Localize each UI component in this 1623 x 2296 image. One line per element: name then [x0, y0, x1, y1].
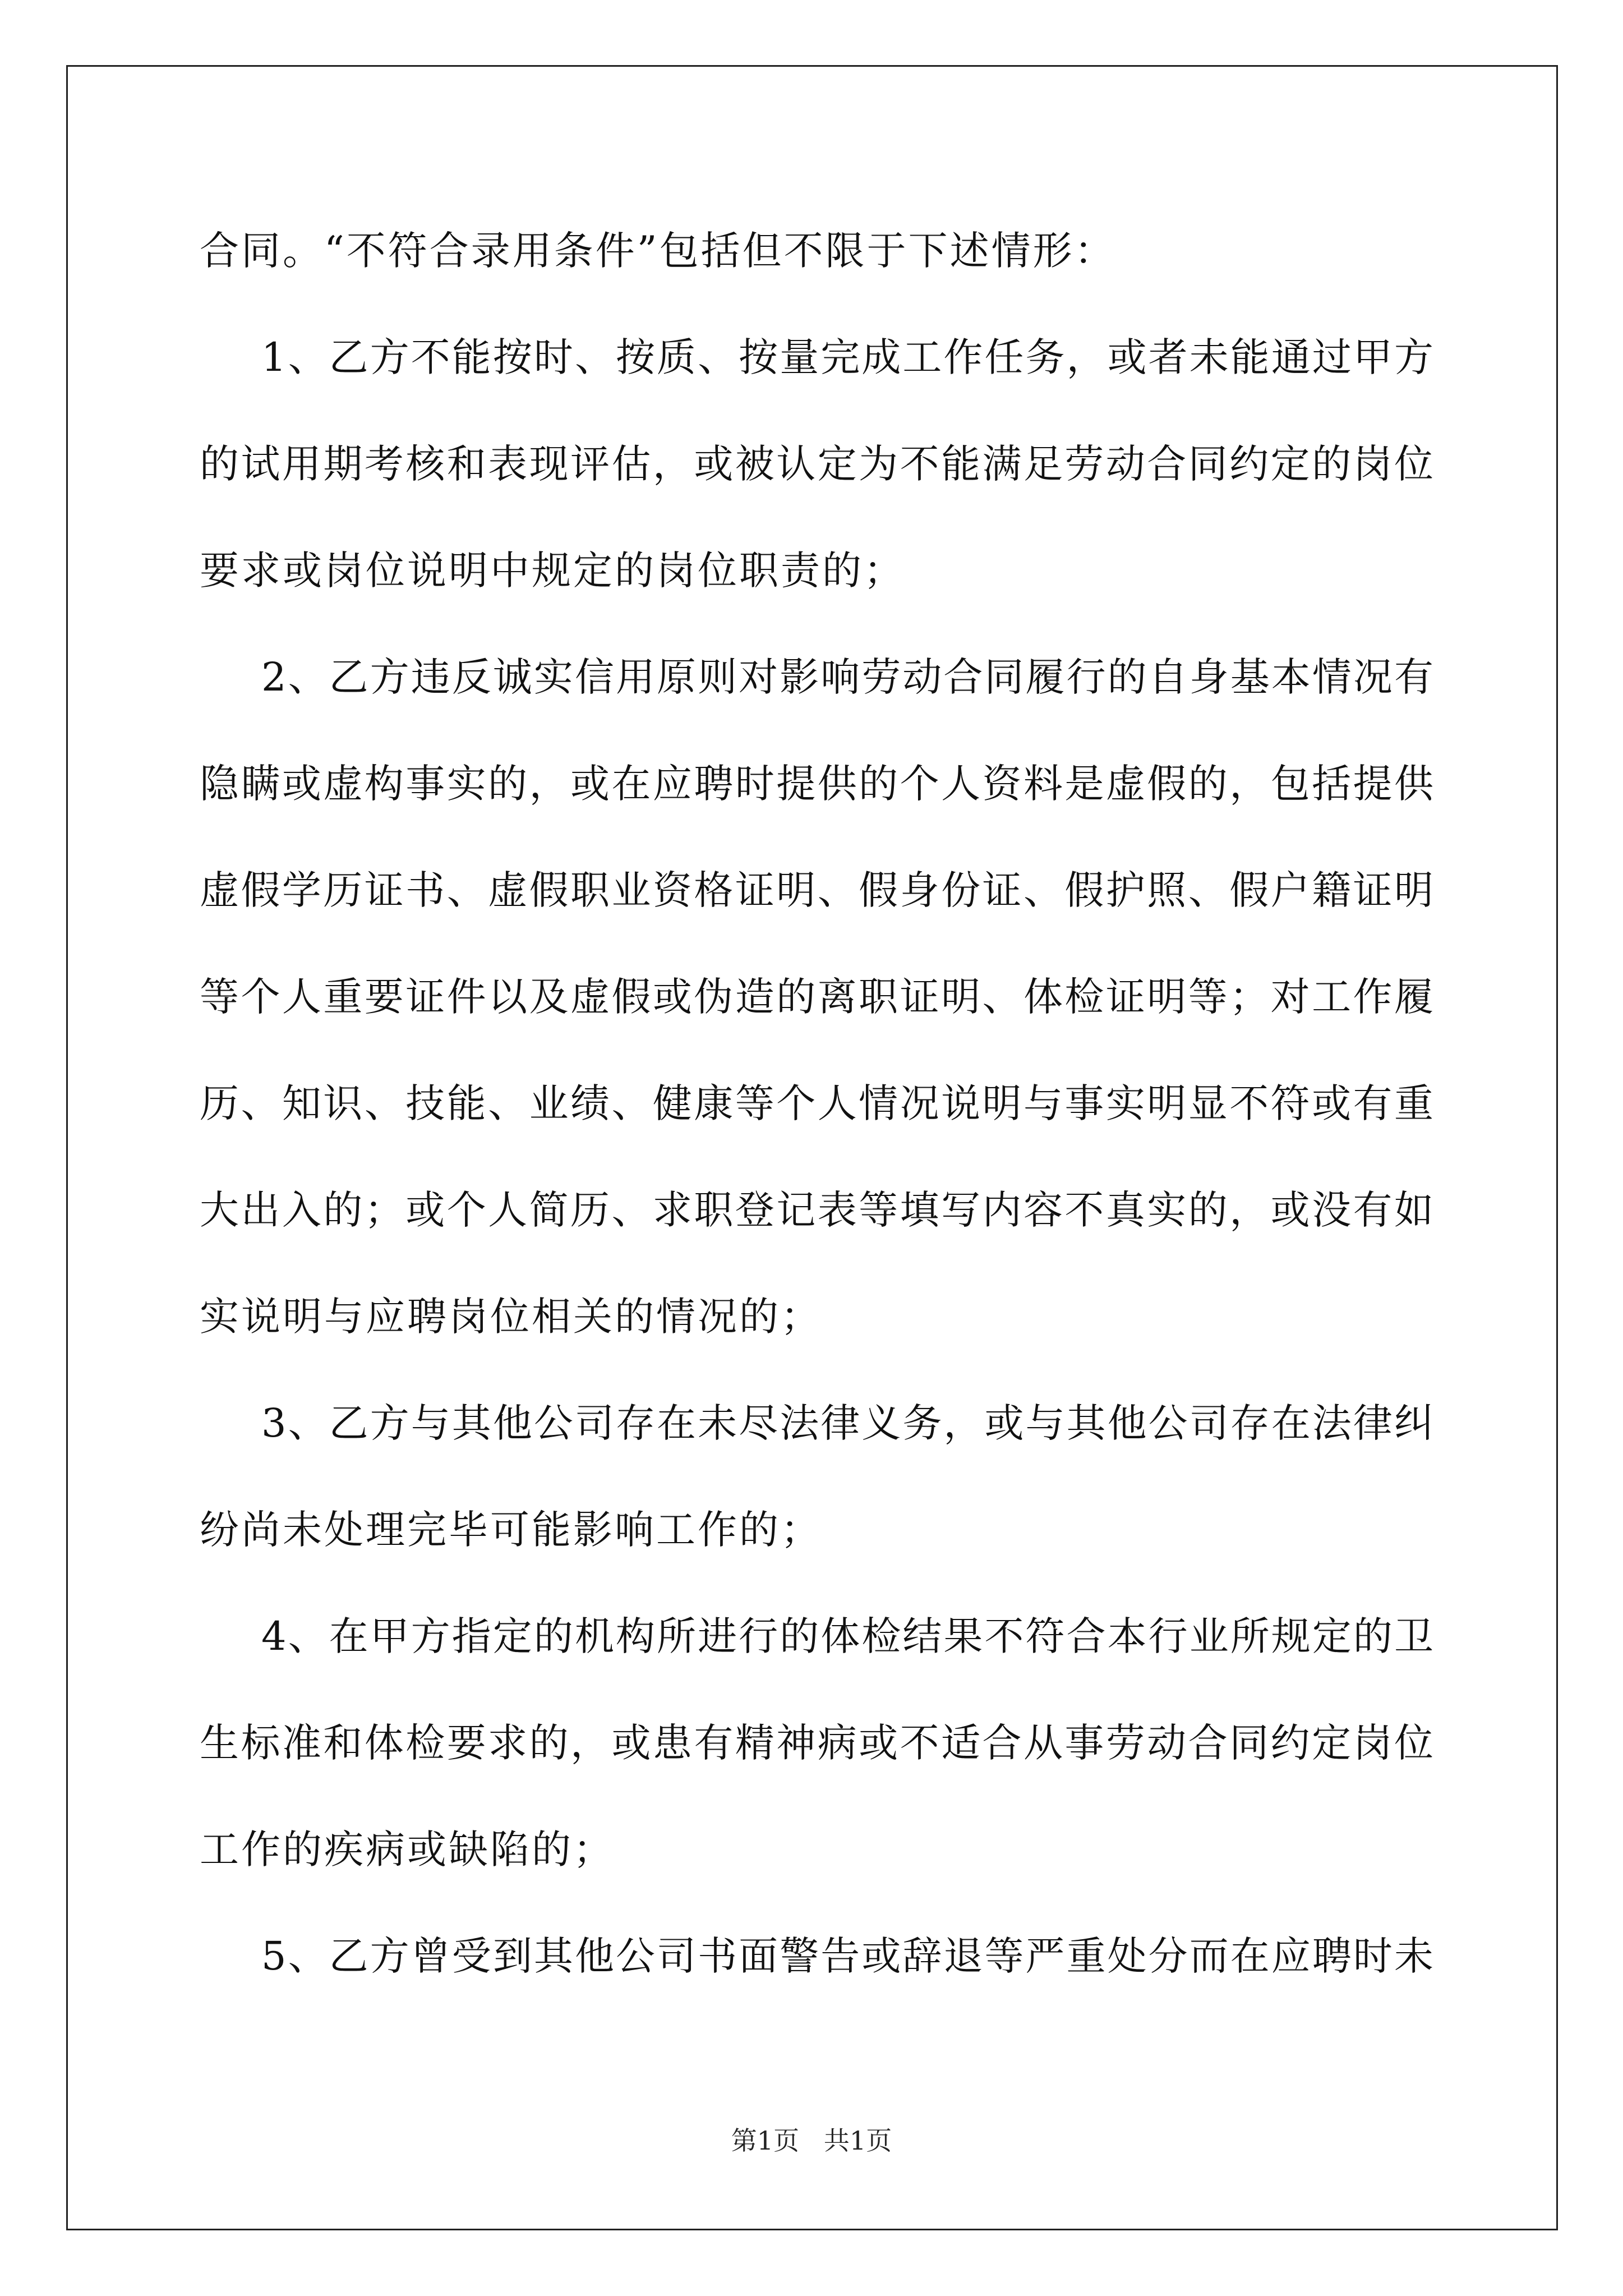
page-border: [66, 65, 1558, 2230]
text-line: 等个人重要证件以及虚假或伪造的离职证明、体检证明等；对工作履: [200, 974, 1433, 1020]
text-line: 虚假学历证书、虚假职业资格证明、假身份证、假护照、假户籍证明: [200, 867, 1433, 913]
text-line: 生标准和体检要求的，或患有精神病或不适合从事劳动合同约定岗位: [200, 1720, 1433, 1766]
page-number-footer: 第1页 共1页: [731, 2125, 892, 2156]
text-line: 大出入的；或个人简历、求职登记表等填写内容不真实的，或没有如: [200, 1187, 1433, 1233]
text-line: 隐瞒或虚构事实的，或在应聘时提供的个人资料是虚假的，包括提供: [200, 761, 1433, 807]
text-line: 合同。“不符合录用条件”包括但不限于下述情形：: [200, 228, 1116, 274]
text-line: 历、知识、技能、业绩、健康等个人情况说明与事实明显不符或有重: [200, 1080, 1433, 1126]
text-line: 5、乙方曾受到其他公司书面警告或辞退等严重处分而在应聘时未: [261, 1933, 1433, 1979]
text-line: 3、乙方与其他公司存在未尽法律义务，或与其他公司存在法律纠: [261, 1400, 1433, 1446]
text-line: 1、乙方不能按时、按质、按量完成工作任务，或者未能通过甲方: [261, 334, 1433, 380]
text-line: 的试用期考核和表现评估，或被认定为不能满足劳动合同约定的岗位: [200, 441, 1433, 487]
text-line: 2、乙方违反诚实信用原则对影响劳动合同履行的自身基本情况有: [261, 654, 1433, 700]
text-line: 要求或岗位说明中规定的岗位职责的；: [200, 547, 905, 593]
text-line: 纷尚未处理完毕可能影响工作的；: [200, 1507, 822, 1553]
text-line: 4、在甲方指定的机构所进行的体检结果不符合本行业所规定的卫: [261, 1613, 1433, 1659]
text-line: 工作的疾病或缺陷的；: [200, 1826, 615, 1872]
text-line: 实说明与应聘岗位相关的情况的；: [200, 1294, 822, 1340]
